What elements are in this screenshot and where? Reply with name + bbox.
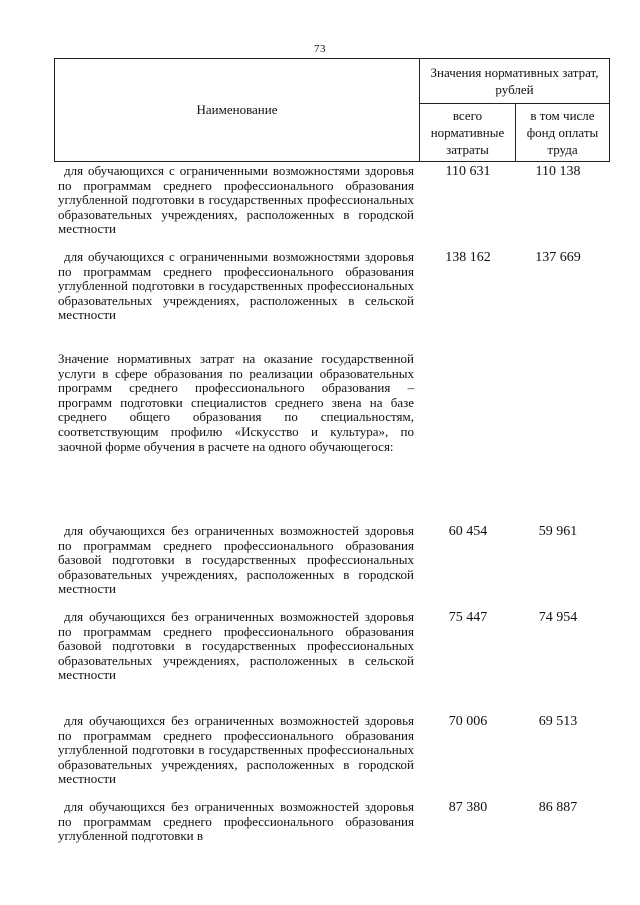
row-total-value: 60 454 <box>448 524 488 539</box>
row-description: для обучающихся с ограниченными возможностями здоровья по программам среднего профессионального образования углубленной подготовки в государственных профессиональных образовательных учреждениях, расположенных в городской местности <box>58 163 414 237</box>
row-wage-value: 59 961 <box>538 524 578 539</box>
row-description: для обучающихся без ограниченных возможностей здоровья по программам среднего профессионального образования углубленной подготовки в <box>58 799 414 844</box>
row-total-value: 70 006 <box>448 714 488 729</box>
row-total-value: 75 447 <box>448 610 488 625</box>
table-header <box>54 58 610 162</box>
row-wage-value: 74 954 <box>538 610 578 625</box>
row-total-value: 110 631 <box>445 164 491 179</box>
row-wage-value: 137 669 <box>535 250 581 265</box>
page-number: 73 <box>314 43 326 55</box>
header-normative-costs: Значения нормативных затрат, рублей <box>420 59 609 104</box>
section-heading: Значение нормативных затрат на оказание государственной услуги в сфере образования по реализации образовательных программ среднего профессионального образования – программ подготовки специалистов среднего звена на базе среднего общего образования по специальностям, соответствующим профилю «Искусство и культура», по заочной форме обучения в расчете на одного обучающегося: <box>58 351 414 454</box>
row-description: для обучающихся без ограниченных возможностей здоровья по программам среднего профессионального образования базовой подготовки в государственных профессиональных образовательных учреждениях, расположенных в городской местности <box>58 523 414 597</box>
row-wage-value: 110 138 <box>535 164 581 179</box>
row-wage-value: 69 513 <box>538 714 578 729</box>
row-description: для обучающихся без ограниченных возможностей здоровья по программам среднего профессионального образования углубленной подготовки в государственных профессиональных образовательных учреждениях, расположенных в городской местности <box>58 713 414 787</box>
row-wage-value: 86 887 <box>538 800 578 815</box>
row-total-value: 138 162 <box>445 250 491 265</box>
header-wage-fund: в том числе фонд оплаты труда <box>526 108 599 157</box>
header-name: Наименование <box>55 59 420 161</box>
header-total-costs: всего нормативные затраты <box>420 104 516 161</box>
row-total-value: 87 380 <box>448 800 488 815</box>
row-description: для обучающихся без ограниченных возможностей здоровья по программам среднего профессионального образования базовой подготовки в государственных профессиональных образовательных учреждениях, расположенных в сельской местности <box>58 609 414 683</box>
row-description: для обучающихся с ограниченными возможностями здоровья по программам среднего профессионального образования углубленной подготовки в государственных профессиональных образовательных учреждениях, расположенных в сельской местности <box>58 249 414 323</box>
